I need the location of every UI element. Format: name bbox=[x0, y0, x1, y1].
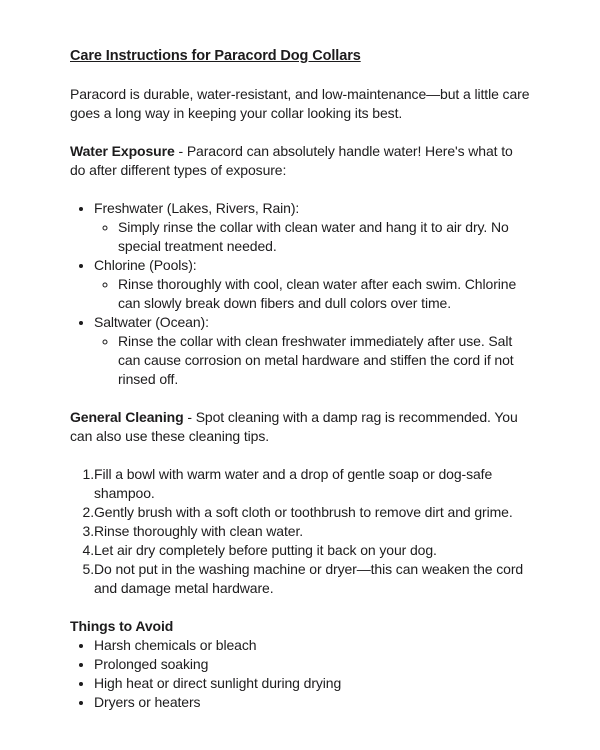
water-exposure-paragraph bbox=[70, 142, 530, 180]
list-item-chlorine bbox=[94, 256, 530, 313]
list-item-label: Chlorine (Pools): bbox=[94, 257, 197, 273]
list-item-freshwater bbox=[94, 199, 530, 256]
general-cleaning-text: - Spot cleaning with a damp rag is recommended. You can also use these cleaning tips. bbox=[70, 409, 518, 444]
step-item-3: Rinse thoroughly with clean water. bbox=[94, 523, 304, 539]
document-title: Care Instructions for Paracord Dog Collars bbox=[70, 48, 361, 64]
saltwater-sub-list bbox=[94, 332, 530, 389]
avoid-item-2: • Prolonged soaking bbox=[94, 655, 530, 674]
sub-list-item: ◦ Rinse thoroughly with cool, clean water after each swim. Chlorine can slowly break down fibers and dull colors over time. bbox=[118, 275, 530, 313]
intro-paragraph: Paracord is durable, water-resistant, and low-maintenance—but a little care goes a long way in keeping your collar looking its best. bbox=[70, 86, 530, 121]
step-item-2: Gently brush with a soft cloth or toothbrush to remove dirt and grime. bbox=[94, 504, 513, 520]
step-item-1: Fill a bowl with warm water and a drop of gentle soap or dog-safe shampoo. bbox=[94, 466, 493, 501]
things-to-avoid-heading: Things to Avoid bbox=[70, 618, 174, 634]
chlorine-sub-list bbox=[94, 275, 530, 313]
water-exposure-list bbox=[70, 199, 530, 389]
list-item-saltwater bbox=[94, 313, 530, 389]
avoid-item-3: • High heat or direct sunlight during drying bbox=[94, 674, 530, 693]
general-cleaning-heading: General Cleaning bbox=[70, 409, 184, 425]
sub-list-item: ◦ Rinse the collar with clean freshwater immediately after use. Salt can cause corrosion on metal hardware and stiffen the cord if not rinsed off. bbox=[118, 332, 530, 389]
general-cleaning-paragraph bbox=[70, 408, 530, 446]
freshwater-sub-list bbox=[94, 218, 530, 256]
step-item-4: Let air dry completely before putting it back on your dog. bbox=[94, 542, 437, 558]
step-item-5: Do not put in the washing machine or dryer—this can weaken the cord and damage metal hardware. bbox=[94, 561, 524, 596]
water-exposure-heading: Water Exposure bbox=[70, 143, 175, 159]
sub-list-item: ◦ Simply rinse the collar with clean water and hang it to air dry. No special treatment needed. bbox=[118, 218, 530, 256]
cleaning-steps-list bbox=[70, 465, 530, 598]
list-item-label: Freshwater (Lakes, Rivers, Rain): bbox=[94, 200, 300, 216]
list-item-label: Saltwater (Ocean): bbox=[94, 314, 209, 330]
avoid-item-4: • Dryers or heaters bbox=[94, 693, 530, 712]
things-to-avoid-list bbox=[70, 636, 530, 712]
water-exposure-text: - Paracord can absolutely handle water! Here's what to do after different types of exposure: bbox=[70, 143, 513, 178]
avoid-item-1: • Harsh chemicals or bleach bbox=[94, 636, 530, 655]
